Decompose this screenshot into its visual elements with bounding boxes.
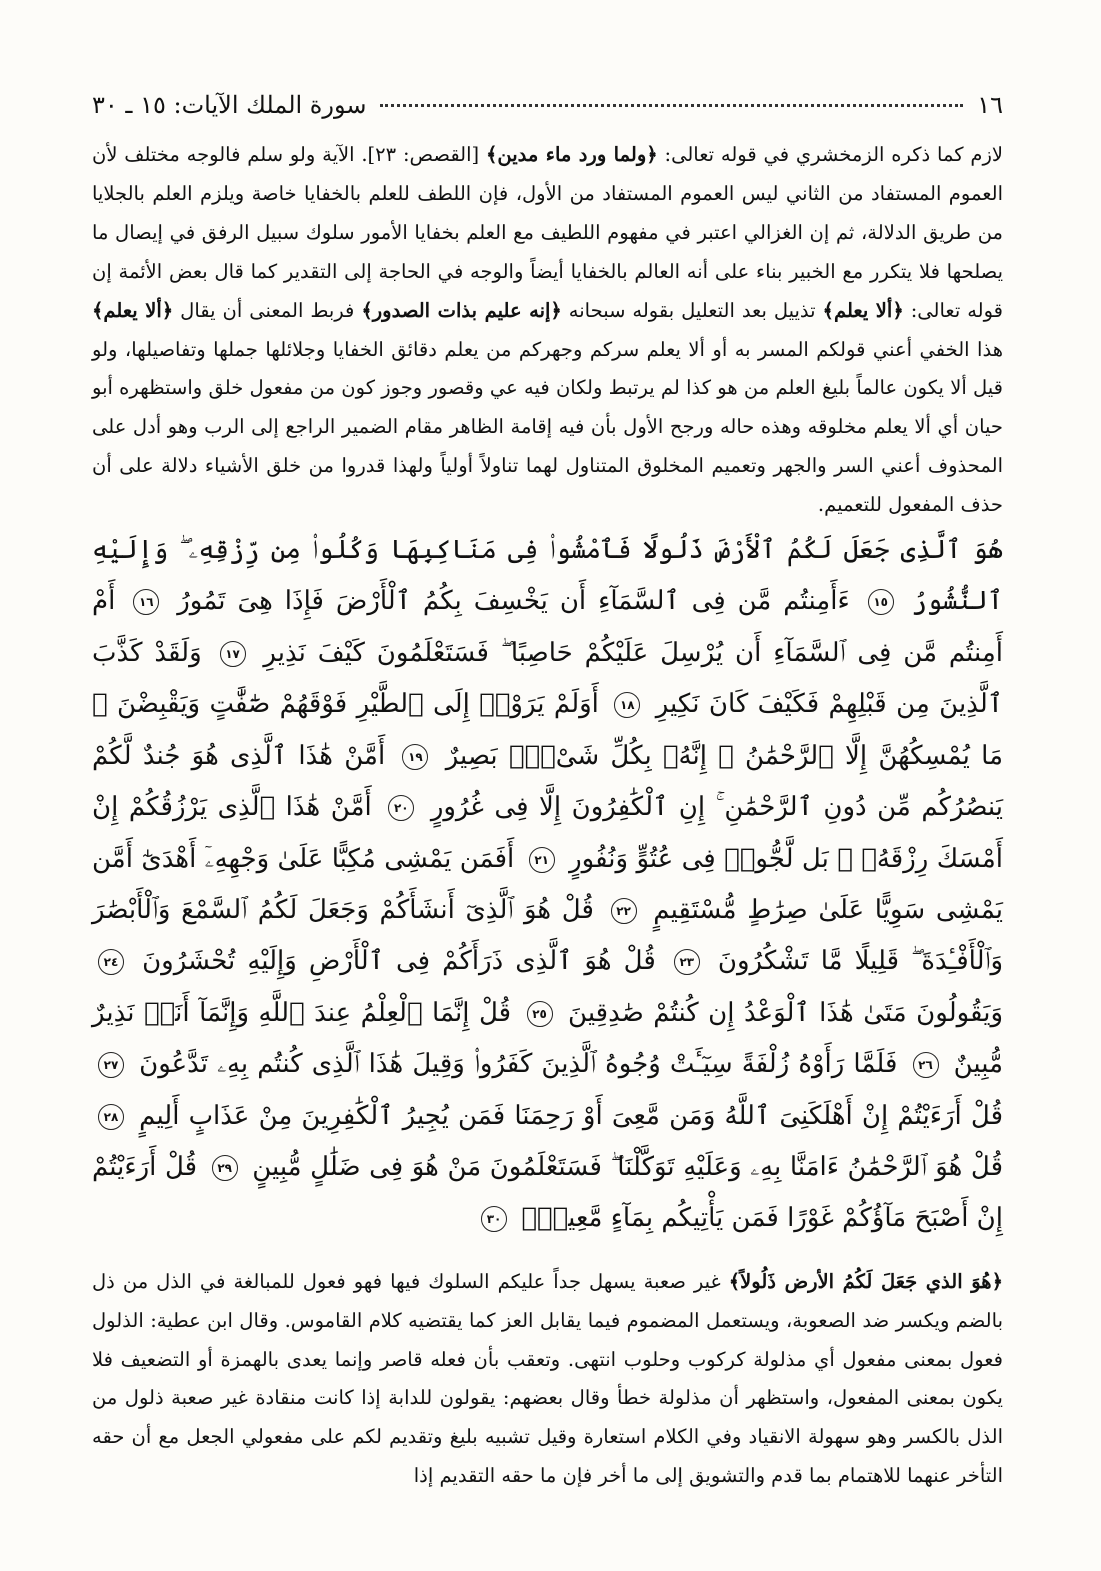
verse-number-marker: ٢٨ xyxy=(98,1104,124,1130)
verse-text: قُلْ إِنَّمَا ٱلْعِلْمُ عِندَ ٱللَّهِ وَإِنَّمَآ أَنَا۠ نَذِيرٌ مُّبِينٌ xyxy=(92,997,1004,1080)
commentary-paragraph-2 xyxy=(92,1263,1003,1496)
header-dotted-leader xyxy=(380,104,963,107)
verse-number-marker: ٢٩ xyxy=(212,1155,238,1181)
para1-text-c: تذييل بعد التعليل بقوله سبحانه xyxy=(561,298,823,322)
verse-number-marker: ٢٢ xyxy=(611,898,637,924)
verse-number-marker: ٢٣ xyxy=(674,949,700,975)
verse-number-marker: ١٥ xyxy=(868,589,894,615)
para1-quote-c: ﴿إنه عليم بذات الصدور﴾ xyxy=(361,298,562,322)
verse-number-marker: ٣٠ xyxy=(481,1206,507,1232)
verse-text: أَوَلَمْ يَرَوْا۟ إِلَى ٱلطَّيْرِ فَوْقَهُمْ صَٰٓفَّٰتٍ وَيَقْبِضْنَ ۚ مَا يُمْسِكُهُنَّ إِلَّا ٱلرَّحْمَٰنُ ۚ إِنَّهُۥ بِكُلِّ شَىْءٍۭ بَصِيرٌ xyxy=(92,689,1004,771)
verse-text: أَمَّنْ هَٰذَا ٱلَّذِى يَرْزُقُكُمْ إِنْ أَمْسَكَ رِزْقَهُۥ ۚ بَل لَّجُّوا۟ فِى عُتُوٍّ وَنُفُورٍ xyxy=(92,792,1004,874)
verse-number-marker: ١٨ xyxy=(614,692,640,718)
quran-verses-block xyxy=(92,525,1003,1245)
verse-text: وَلَقَدْ كَذَّبَ ٱلَّذِينَ مِن قَبْلِهِمْ فَكَيْفَ كَانَ نَكِيرِ xyxy=(92,637,1004,720)
para1-text-a: لازم كما ذكره الزمخشري في قوله تعالى: xyxy=(657,143,1003,166)
verse-text: قُلْ هُوَ ٱلرَّحْمَٰنُ ءَامَنَّا بِهِۦ وَعَلَيْهِ تَوَكَّلْنَا ۖ فَسَتَعْلَمُونَ مَنْ هُوَ فِى ضَلَٰلٍ مُّبِينٍ xyxy=(252,1151,1004,1182)
verse-text: هُوَ ٱلَّذِى جَعَلَ لَكُمُ ٱلْأَرْضَ ذَلُولًا فَٱمْشُوا۟ فِى مَنَاكِبِهَا وَكُلُوا۟ مِن رِّزْقِهِۦ ۖ وَإِلَيْهِ ٱلنُّشُورُ xyxy=(92,535,1003,617)
verse-number-marker: ٢١ xyxy=(529,847,555,873)
verse-text: أَمَّنْ هَٰذَا ٱلَّذِى هُوَ جُندٌ لَّكُمْ يَنصُرُكُم مِّن دُونِ ٱلرَّحْمَٰنِ ۚ إِنِ ٱلْكَٰفِرُونَ إِلَّا فِى غُرُورٍ xyxy=(92,740,1004,823)
para1-text-b: [القصص: ٢٣]. الآية ولو سلم فالوجه مختلف لأن العموم المستفاد من الثاني ليس العموم المستفاد من الأول، فإن اللطف للعلم بالخفايا خاصة ويلزم العلم بالجلايا من طريق الدلالة، ثم إن الغزالي اعتبر في مفهوم اللطيف مع العلم بخفايا الأمور سلوك سبيل الرفق في إيصال ما يصلحها فلا يتكرر مع الخبير بناء على أنه العالم بالخفايا أيضاً والوجه في الحاجة إلى التقدير كما قال بعض الأئمة إن قوله تعالى: xyxy=(92,143,1003,322)
verse-text: قُلْ أَرَءَيْتُمْ إِنْ أَصْبَحَ مَآؤُكُمْ غَوْرًا فَمَن يَأْتِيكُم بِمَآءٍ مَّعِينٍۭ xyxy=(92,1151,1003,1234)
para2-text: غير صعبة يسهل جداً عليكم السلوك فيها فهو فعول للمبالغة في الذل من ذل بالضم ويكسر ضد الصعوبة، ويستعمل المضموم فيما يقابل العز كما يقتضيه كلام القاموس. وقال ابن عطية: الذلول فعول بمعنى مفعول أي مذلولة كركوب وحلوب انتهى. وتعقب بأن فعله قاصر وإنما يعدى بالهمزة أو التضعيف فلا يكون بمعنى المفعول، واستظهر أن مذلولة خطأ وقال بعضهم: يقولون للدابة إذا كانت منقادة غير صعبة ذلول من الذل بالكسر وهو سهولة الانقياد وفي الكلام استعارة وقيل تشبيه بليغ وتقديم لكم على مفعولي الجعل مع أن حقه التأخر عنهما للاهتمام بما قدم والتشويق إلى ما أخر فإن ما حقه التقديم إذا xyxy=(92,1269,1003,1488)
verse-text: أَفَمَن يَمْشِى مُكِبًّا عَلَىٰ وَجْهِهِۦٓ أَهْدَىٰٓ أَمَّن يَمْشِى سَوِيًّا عَلَىٰ صِرَٰطٍ مُّسْتَقِيمٍ xyxy=(92,843,1003,925)
verse-text: وَيَقُولُونَ مَتَىٰ هَٰذَا ٱلْوَعْدُ إِن كُنتُمْ صَٰدِقِينَ xyxy=(568,997,1003,1028)
commentary-paragraph-1 xyxy=(92,136,1003,525)
page-number: ١٦ xyxy=(977,91,1003,119)
verse-text: قُلْ أَرَءَيْتُمْ إِنْ أَهْلَكَنِىَ ٱللَّهُ وَمَن مَّعِىَ أَوْ رَحِمَنَا فَمَن يُجِيرُ ٱلْكَٰفِرِينَ مِنْ عَذَابٍ أَلِيمٍ xyxy=(139,1100,1003,1131)
verse-text: قُلْ هُوَ ٱلَّذِى ذَرَأَكُمْ فِى ٱلْأَرْضِ وَإِلَيْهِ تُحْشَرُونَ xyxy=(142,946,656,977)
verse-text: ءَأَمِنتُم مَّن فِى ٱلسَّمَآءِ أَن يَخْسِفَ بِكُمُ ٱلْأَرْضَ فَإِذَا هِىَ تَمُورُ xyxy=(177,586,850,617)
running-header xyxy=(92,88,1003,128)
para1-text-d: فربط المعنى أن يقال xyxy=(173,298,362,322)
verse-text: أَمْ أَمِنتُم مَّن فِى ٱلسَّمَآءِ أَن يُرْسِلَ عَلَيْكُمْ حَاصِبًا ۖ فَسَتَعْلَمُونَ كَيْفَ نَذِيرِ xyxy=(92,586,1004,668)
verse-number-marker: ٢٤ xyxy=(98,949,124,975)
para1-quote-d: ﴿ألا يعلم﴾ xyxy=(92,298,174,322)
verse-number-marker: ١٧ xyxy=(220,641,246,667)
para1-quote-a: ﴿ولما ورد ماء مدين﴾ xyxy=(485,143,658,166)
para1-text-e: هذا الخفي أعني قولكم المسر به أو ألا يعلم سركم وجهركم من يعلم دقائق الخفايا وجلائلها جملها وتفاصيلها، ولو قيل ألا يكون عالماً بليغ العلم من هو كذا لم يرتبط ولكان فيه عي وقصور وجوز كون من مفعول خلق واستظهره أبو حيان أي ألا يعلم مخلوقه وهذه حاله ورجح الأول بأن فيه إقامة الظاهر مقام الضمير الراجع إلى الرب وهو أدل على المحذوف أعني السر والجهر وتعميم المخلوق المتناول لهما تناولاً أولياً ولهذا قدروا من خلق الأشياء دلالة على أن حذف المفعول للتعميم. xyxy=(92,337,1003,517)
verse-number-marker: ٢٧ xyxy=(98,1052,124,1078)
verse-number-marker: ٢٠ xyxy=(388,795,414,821)
verse-text: قُلْ هُوَ ٱلَّذِىٓ أَنشَأَكُمْ وَجَعَلَ لَكُمُ ٱلسَّمْعَ وَٱلْأَبْصَٰرَ وَٱلْأَفْـِٔدَةَ ۖ قَلِيلًا مَّا تَشْكُرُونَ xyxy=(92,894,1004,977)
header-title: سورة الملك الآيات: ١٥ ـ ٣٠ xyxy=(92,91,367,119)
verse-number-marker: ١٦ xyxy=(133,589,159,615)
verse-text: فَلَمَّا رَأَوْهُ زُلْفَةً سِيٓـَٔتْ وُجُوهُ ٱلَّذِينَ كَفَرُوا۟ وَقِيلَ هَٰذَا ٱلَّذِى كُنتُم بِهِۦ تَدَّعُونَ xyxy=(139,1049,898,1080)
verse-number-marker: ٢٥ xyxy=(527,1001,553,1027)
verse-number-marker: ٢٦ xyxy=(913,1052,939,1078)
verse-number-marker: ١٩ xyxy=(402,744,428,770)
para2-quote: ﴿هُوَ الذي جَعَلَ لَكُمُ الأرض ذَلُولاً﴾ xyxy=(728,1269,1004,1293)
para1-quote-b: ﴿ألا يعلم﴾ xyxy=(822,298,904,322)
